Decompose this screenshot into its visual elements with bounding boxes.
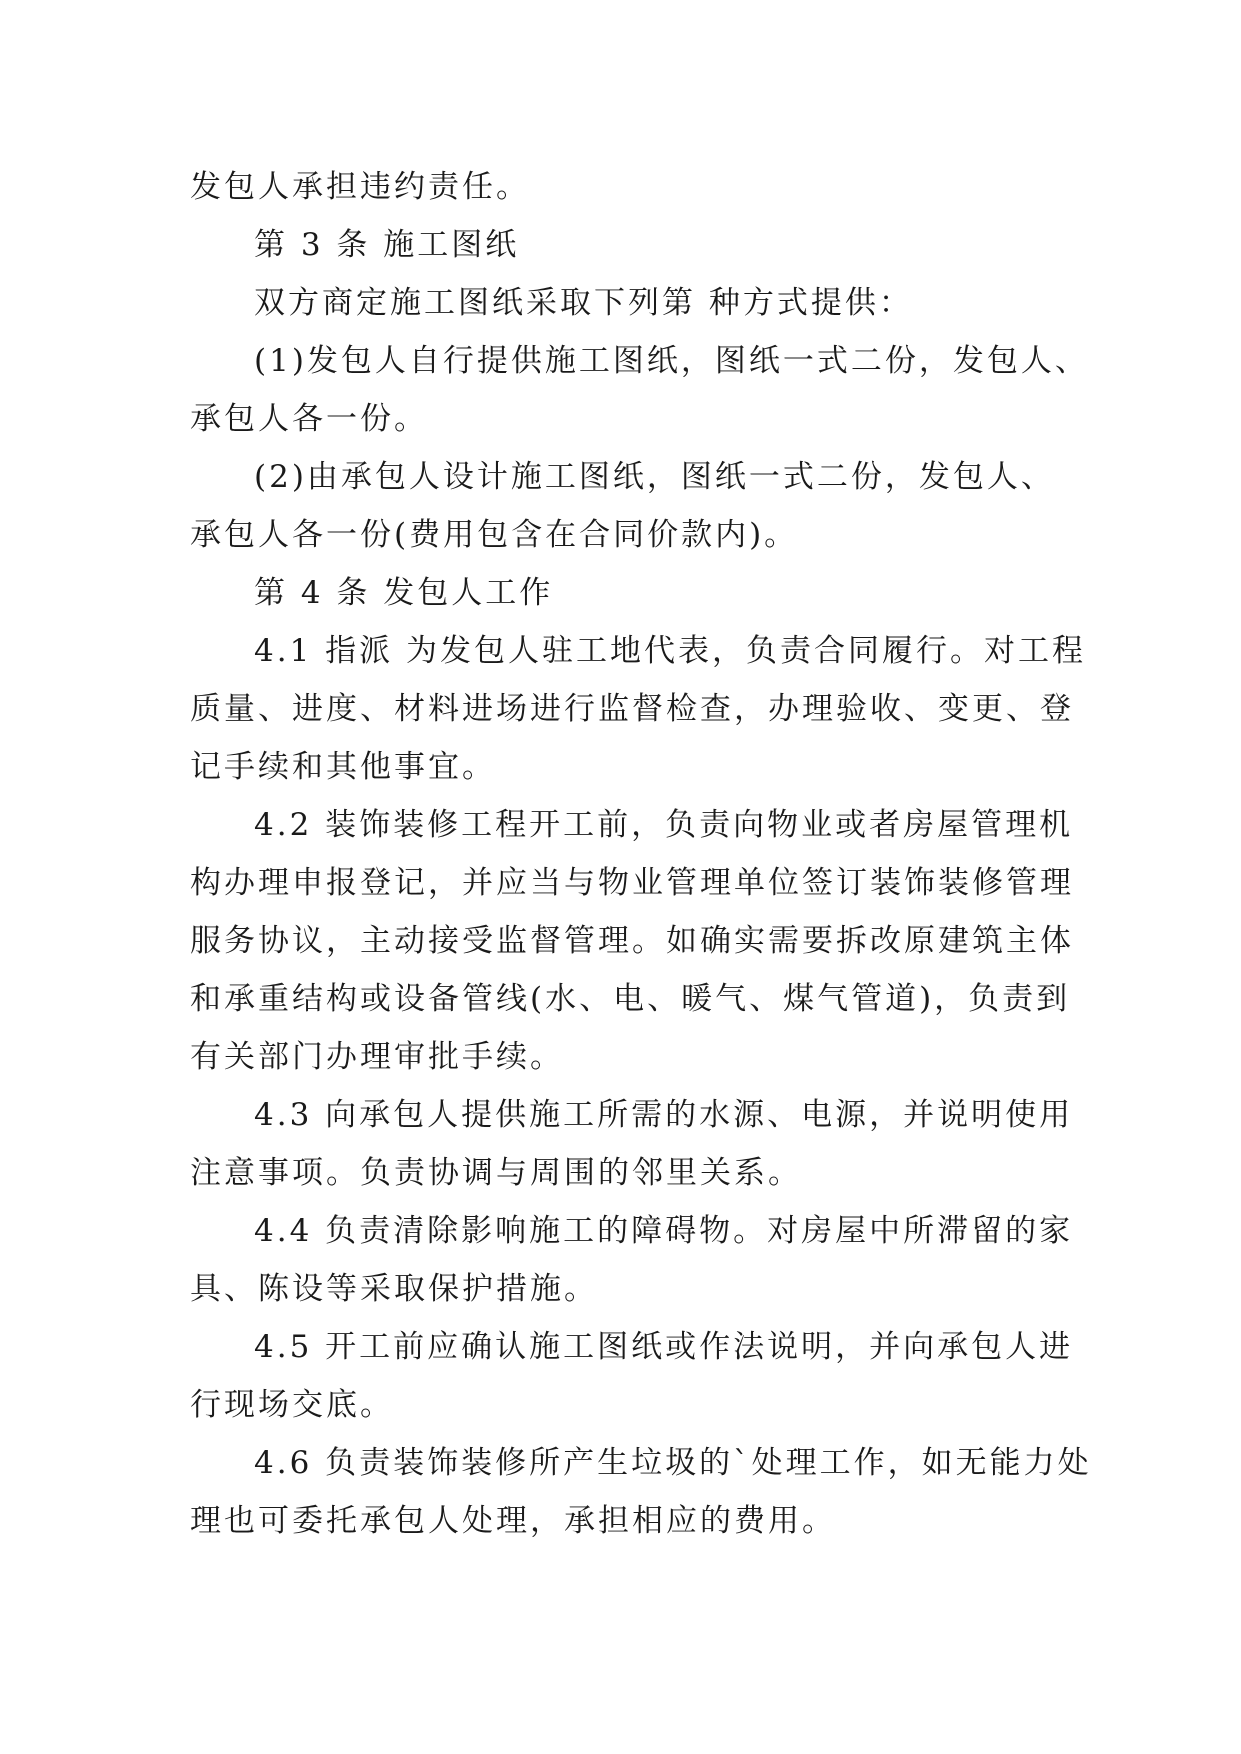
text-line: 4.1 指派 为发包人驻工地代表，负责合同履行。对工程 (254, 633, 1087, 669)
text-line: 发包人承担违约责任。 (190, 169, 530, 205)
text-line: 服务协议，主动接受监督管理。如确实需要拆改原建筑主体 (190, 923, 1074, 959)
paragraph (190, 796, 1074, 1086)
article-heading (190, 216, 1070, 274)
paragraph (190, 1086, 1074, 1202)
text-line: 4.6 负责装饰装修所产生垃圾的`处理工作，如无能力处 (254, 1445, 1092, 1481)
text-line: 双方商定施工图纸采取下列第 种方式提供： (254, 285, 913, 321)
text-line: 4.2 装饰装修工程开工前，负责向物业或者房屋管理机 (254, 807, 1074, 843)
text-line: 第 3 条 施工图纸 (254, 227, 520, 263)
text-line: 4.5 开工前应确认施工图纸或作法说明，并向承包人进 (254, 1329, 1074, 1365)
text-line: 质量、进度、材料进场进行监督检查，办理验收、变更、登 (190, 691, 1074, 727)
text-line: 和承重结构或设备管线(水、电、暖气、煤气管道)，负责到 (190, 981, 1071, 1017)
text-line: 有关部门办理审批手续。 (190, 1039, 564, 1075)
paragraph (190, 1434, 1092, 1550)
text-line: 行现场交底。 (190, 1387, 394, 1423)
text-line: (2)由承包人设计施工图纸，图纸一式二份，发包人、 (254, 459, 1055, 495)
text-line: 承包人各一份(费用包含在合同价款内)。 (190, 517, 799, 553)
text-line: 4.3 向承包人提供施工所需的水源、电源，并说明使用 (254, 1097, 1074, 1133)
text-line: 第 4 条 发包人工作 (254, 575, 554, 611)
text-line: 注意事项。负责协调与周围的邻里关系。 (190, 1155, 802, 1191)
paragraph (190, 622, 1087, 796)
document-body (190, 158, 1092, 1550)
text-line: 记手续和其他事宜。 (190, 749, 496, 785)
text-line: 承包人各一份。 (190, 401, 428, 437)
text-line: 具、陈设等采取保护措施。 (190, 1271, 598, 1307)
text-line: 构办理申报登记，并应当与物业管理单位签订装饰装修管理 (190, 865, 1074, 901)
paragraph (190, 274, 1070, 332)
paragraph (190, 332, 1089, 448)
paragraph (190, 448, 1070, 564)
text-line: 理也可委托承包人处理，承担相应的费用。 (190, 1503, 836, 1539)
text-line: (1)发包人自行提供施工图纸，图纸一式二份，发包人、 (254, 343, 1089, 379)
paragraph (190, 1202, 1074, 1318)
paragraph (190, 1318, 1074, 1434)
article-heading (190, 564, 1070, 622)
text-line: 4.4 负责清除影响施工的障碍物。对房屋中所滞留的家 (254, 1213, 1074, 1249)
paragraph (190, 158, 1070, 216)
